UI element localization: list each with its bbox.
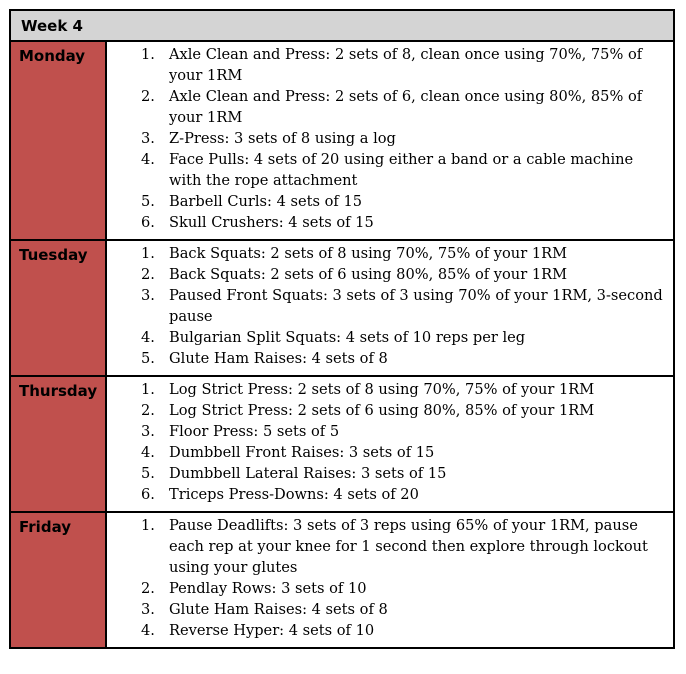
item-text: Glute Ham Raises: 4 sets of 8 xyxy=(169,601,388,618)
item-number: 4. xyxy=(141,444,155,461)
item-number: 3. xyxy=(141,423,155,440)
item-number: 2. xyxy=(141,580,155,597)
day-cell xyxy=(11,241,107,375)
item-text: Axle Clean and Press: 2 sets of 6, clean once using 80%, 85% of your 1RM xyxy=(169,88,643,126)
item-number: 4. xyxy=(141,151,155,168)
list-item xyxy=(107,421,669,442)
item-number: 5. xyxy=(141,193,155,210)
item-text: Log Strict Press: 2 sets of 6 using 80%, 85% of your 1RM xyxy=(169,402,595,419)
list-item xyxy=(107,243,669,264)
item-number: 2. xyxy=(141,266,155,283)
day-cell xyxy=(11,377,107,511)
item-text: Dumbbell Lateral Raises: 3 sets of 15 xyxy=(169,465,447,482)
exercise-cell xyxy=(107,241,673,375)
list-item xyxy=(107,379,669,400)
day-cell xyxy=(11,42,107,239)
exercise-cell xyxy=(107,377,673,511)
item-text: Glute Ham Raises: 4 sets of 8 xyxy=(169,350,388,367)
item-text: Paused Front Squats: 3 sets of 3 using 70% of your 1RM, 3-second pause xyxy=(169,287,663,325)
day-cell xyxy=(11,513,107,647)
list-item xyxy=(107,264,669,285)
exercise-list xyxy=(107,379,669,505)
item-text: Pendlay Rows: 3 sets of 10 xyxy=(169,580,367,597)
list-item xyxy=(107,149,669,191)
list-item xyxy=(107,128,669,149)
list-item xyxy=(107,400,669,421)
item-text: Floor Press: 5 sets of 5 xyxy=(169,423,340,440)
item-number: 1. xyxy=(141,517,155,534)
item-number: 1. xyxy=(141,381,155,398)
item-number: 5. xyxy=(141,465,155,482)
item-text: Pause Deadlifts: 3 sets of 3 reps using 65% of your 1RM, pause each rep at your knee for 1 second then explore through lockout using your glutes xyxy=(169,517,648,576)
item-text: Skull Crushers: 4 sets of 15 xyxy=(169,214,374,231)
item-text: Bulgarian Split Squats: 4 sets of 10 reps per leg xyxy=(169,329,526,346)
item-number: 3. xyxy=(141,601,155,618)
list-item xyxy=(107,212,669,233)
item-text: Reverse Hyper: 4 sets of 10 xyxy=(169,622,375,639)
item-number: 1. xyxy=(141,46,155,63)
item-text: Triceps Press-Downs: 4 sets of 20 xyxy=(169,486,419,503)
day-row-tuesday xyxy=(11,241,673,377)
list-item xyxy=(107,86,669,128)
list-item xyxy=(107,515,669,578)
list-item xyxy=(107,463,669,484)
list-item xyxy=(107,44,669,86)
item-number: 3. xyxy=(141,287,155,304)
item-number: 4. xyxy=(141,329,155,346)
day-row-friday xyxy=(11,513,673,647)
workout-table xyxy=(9,9,675,649)
list-item xyxy=(107,578,669,599)
exercise-cell xyxy=(107,42,673,239)
item-number: 2. xyxy=(141,88,155,105)
item-text: Back Squats: 2 sets of 8 using 70%, 75% of your 1RM xyxy=(169,245,568,262)
item-number: 1. xyxy=(141,245,155,262)
day-label: Friday xyxy=(19,518,72,536)
item-text: Face Pulls: 4 sets of 20 using either a band or a cable machine with the rope attachment xyxy=(169,151,634,189)
day-label: Thursday xyxy=(19,382,98,400)
exercise-list xyxy=(107,515,669,641)
item-text: Back Squats: 2 sets of 6 using 80%, 85% of your 1RM xyxy=(169,266,568,283)
item-number: 3. xyxy=(141,130,155,147)
day-label: Tuesday xyxy=(19,246,88,264)
item-text: Dumbbell Front Raises: 3 sets of 15 xyxy=(169,444,435,461)
item-number: 2. xyxy=(141,402,155,419)
exercise-list xyxy=(107,44,669,233)
list-item xyxy=(107,191,669,212)
day-label: Monday xyxy=(19,47,86,65)
item-number: 5. xyxy=(141,350,155,367)
item-number: 6. xyxy=(141,486,155,503)
list-item xyxy=(107,442,669,463)
day-row-thursday xyxy=(11,377,673,513)
item-text: Log Strict Press: 2 sets of 8 using 70%, 75% of your 1RM xyxy=(169,381,595,398)
exercise-cell xyxy=(107,513,673,647)
list-item xyxy=(107,599,669,620)
list-item xyxy=(107,620,669,641)
list-item xyxy=(107,285,669,327)
table-header xyxy=(11,11,673,42)
item-number: 4. xyxy=(141,622,155,639)
item-number: 6. xyxy=(141,214,155,231)
list-item xyxy=(107,484,669,505)
week-title: Week 4 xyxy=(21,16,83,35)
list-item xyxy=(107,327,669,348)
item-text: Barbell Curls: 4 sets of 15 xyxy=(169,193,363,210)
exercise-list xyxy=(107,243,669,369)
item-text: Z-Press: 3 sets of 8 using a log xyxy=(169,130,396,147)
list-item xyxy=(107,348,669,369)
item-text: Axle Clean and Press: 2 sets of 8, clean once using 70%, 75% of your 1RM xyxy=(169,46,643,84)
day-row-monday xyxy=(11,42,673,241)
